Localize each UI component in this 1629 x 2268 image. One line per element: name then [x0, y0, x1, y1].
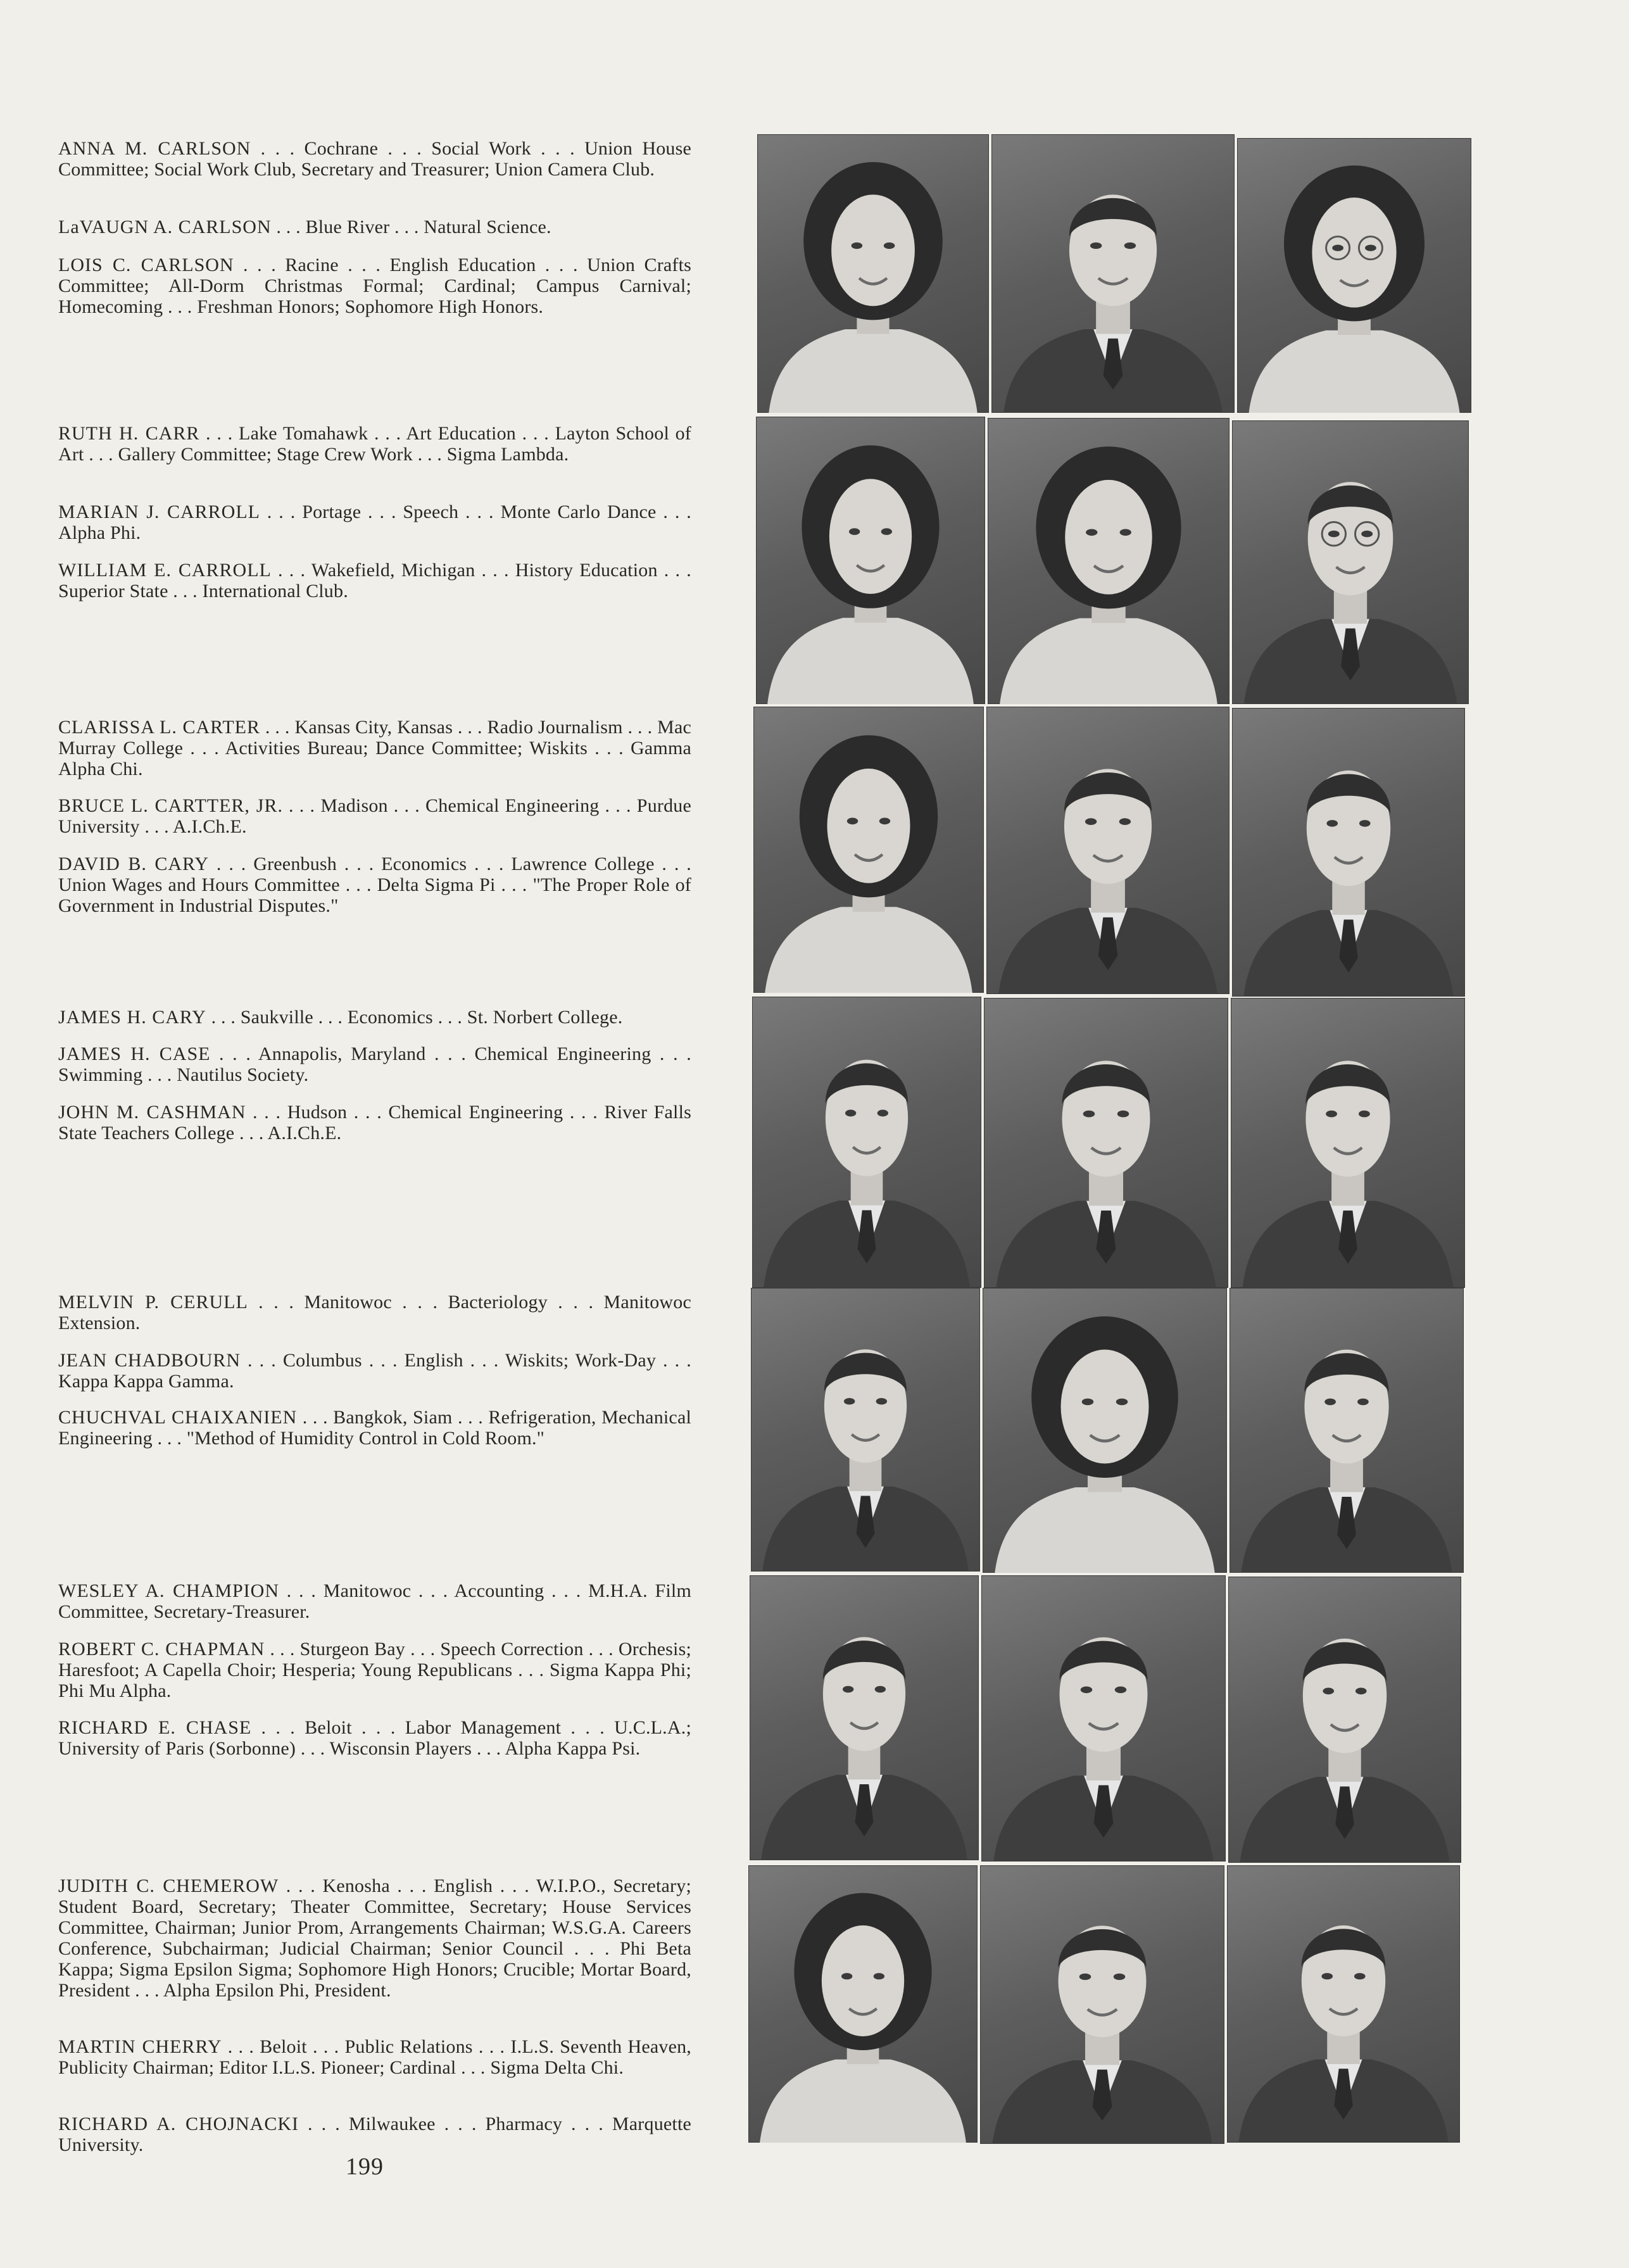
entry-details: . . . Manitowoc . . . Accounting . . . M.H.A. Film Committee, Secretary-Treasurer. [58, 1580, 691, 1622]
portrait-eye [847, 818, 858, 825]
portrait-eye [1328, 531, 1340, 537]
entry [58, 2036, 691, 2078]
entry-name: MELVIN P. CERULL [58, 1292, 248, 1313]
portrait-photo [1230, 1288, 1464, 1573]
entry [58, 1292, 691, 1333]
entry [58, 2114, 691, 2155]
portrait-shoulders [767, 618, 974, 704]
entry-details: . . . Bangkok, Siam . . . Refrigeration, Mechanical Engineering . . . "Method of Humidity Control in Cold Room." [58, 1407, 691, 1449]
portrait-illustration [1230, 1288, 1464, 1573]
entry [58, 854, 691, 916]
portrait-illustration [1232, 708, 1465, 997]
portrait-shoulders [995, 1487, 1214, 1573]
portrait-eye [1332, 245, 1343, 251]
entry [58, 1102, 691, 1143]
portrait-illustration [983, 1288, 1227, 1573]
entry-name: JUDITH C. CHEMEROW [58, 1875, 279, 1896]
portrait-illustration [1232, 420, 1469, 704]
entry [58, 423, 691, 465]
entry [58, 1875, 691, 2001]
entry [58, 217, 691, 237]
portrait-eye [843, 1686, 853, 1693]
entry [58, 501, 691, 543]
portrait-illustration [748, 1865, 978, 2143]
portrait-face [1312, 198, 1396, 308]
portrait-eye [845, 1110, 856, 1117]
portrait-photo [750, 1575, 979, 1860]
portrait-photo [991, 134, 1235, 413]
portrait-eye [1115, 1687, 1127, 1694]
portrait-eye [1086, 529, 1097, 536]
entry-name: JAMES H. CASE [58, 1043, 211, 1064]
portrait-eye [1326, 1111, 1337, 1118]
portrait-illustration [980, 1865, 1224, 2144]
entry-name: JEAN CHADBOURN [58, 1350, 241, 1371]
entry-name: RUTH H. CARR [58, 423, 200, 444]
portrait-illustration [1228, 1577, 1461, 1863]
entry-details: . . . Blue River . . . Natural Science. [271, 217, 551, 237]
entry [58, 1717, 691, 1759]
portrait-eye [1324, 1399, 1336, 1406]
portrait-shoulders [1000, 618, 1217, 704]
entry-name: ANNA M. CARLSON [58, 138, 251, 159]
portrait-illustration [750, 1575, 979, 1860]
portrait-photo [752, 997, 981, 1288]
portrait-photo [1227, 1865, 1460, 2143]
portrait-eye [1323, 1688, 1334, 1695]
entry-details: . . . Manitowoc . . . Bacteriology . . . Manitowoc Extension. [58, 1292, 691, 1333]
portrait-eye [876, 1398, 887, 1404]
entry-name: JAMES H. CARY [58, 1007, 206, 1028]
entry-details: . . . Wakefield, Michigan . . . History Education . . . Superior State . . . International Club. [58, 560, 692, 602]
entry-name: LOIS C. CARLSON [58, 255, 234, 275]
entry-details: . . . Beloit . . . Public Relations . . . I.L.S. Seventh Heaven, Publicity Chairman; Editor I.L.S. Pioneer; Cardinal . . . Sigma Delta Chi. [58, 2036, 691, 2078]
portrait-photo [986, 707, 1230, 994]
portrait-face [829, 479, 912, 594]
entry-name: MARTIN CHERRY [58, 2036, 222, 2057]
portrait-eye [844, 1398, 855, 1404]
portrait-eye [1357, 1399, 1369, 1406]
portrait-eye [1361, 531, 1373, 537]
entry-details: . . . Cochrane . . . Social Work . . . Union House Committee; Social Work Club, Secretary and Treasurer; Union Camera Club. [58, 138, 691, 180]
portrait-illustration [757, 134, 989, 413]
portrait-eye [1326, 820, 1338, 827]
portrait-face [1061, 1350, 1149, 1464]
portrait-photo [1228, 1577, 1461, 1863]
portrait-photo [981, 1575, 1226, 1862]
portrait-eye [879, 818, 890, 825]
portrait-photo [757, 134, 989, 413]
entry [58, 560, 691, 602]
portrait-eye [1085, 818, 1097, 825]
entry-name: CLARISSA L. CARTER [58, 717, 261, 738]
portrait-eye [877, 1110, 888, 1117]
portrait-illustration [753, 707, 984, 993]
entry-details: . . . Columbus . . . English . . . Wiskits; Work-Day . . . Kappa Kappa Gamma. [58, 1350, 691, 1392]
portrait-illustration [984, 998, 1228, 1288]
portrait-eye [1355, 1688, 1367, 1695]
entry-details: . . . Portage . . . Speech . . . Monte Carlo Dance . . . Alpha Phi. [58, 501, 691, 543]
portrait-illustration [988, 418, 1230, 704]
entry-details: . . . Annapolis, Maryland . . . Chemical Engineering . . . Swimming . . . Nautilus Society. [58, 1043, 691, 1085]
portrait-eye [1079, 1974, 1091, 1980]
portrait-illustration [981, 1575, 1226, 1862]
entry [58, 255, 691, 317]
portrait-photo [988, 418, 1230, 704]
entry-name: JOHN M. CASHMAN [58, 1102, 246, 1123]
entry [58, 1639, 691, 1701]
portrait-photo [753, 707, 984, 993]
portrait-eye [1090, 243, 1102, 249]
portrait-eye [1114, 1974, 1126, 1980]
portrait-eye [1124, 243, 1136, 249]
portrait-eye [1321, 1973, 1333, 1979]
portrait-eye [1081, 1687, 1093, 1694]
entry-details: . . . Milwaukee . . . Pharmacy . . . Marquette University. [58, 2114, 691, 2155]
portrait-illustration [986, 707, 1230, 994]
portrait-photo [984, 998, 1228, 1288]
page-number: 199 [346, 2153, 384, 2180]
entry-details: . . . Racine . . . English Education . . . Union Crafts Committee; All-Dorm Christmas Formal; Cardinal; Campus Carnival; Homecoming . . . Freshman Honors; Sophomore High Honors. [58, 255, 692, 317]
portrait-eye [1359, 1111, 1370, 1118]
entry [58, 795, 691, 837]
portrait-face [827, 769, 910, 883]
portrait-eye [1119, 818, 1131, 825]
entry-details: . . . Kansas City, Kansas . . . Radio Journalism . . . Mac Murray College . . . Activities Bureau; Dance Committee; Wiskits . . . Gamma Alpha Chi. [58, 717, 692, 779]
portrait-photo [980, 1865, 1224, 2144]
entry-name: WILLIAM E. CARROLL [58, 560, 272, 581]
entry-details: . . . Kenosha . . . English . . . W.I.P.O., Secretary; Student Board, Secretary; Theater Committee, Secretary; House Services Committee, Chairman; Junior Prom, Arrangements Chairman; W.S.G.A. Careers Conference, Subchairman; Judicial Chairman; Senior Council . . . Phi Beta Kappa; Sigma Epsilon Sigma; Sophomore High Honors; Crucible; Mortar Board, President . . . Alpha Epsilon Phi, President. [58, 1875, 691, 2001]
portrait-eye [881, 528, 892, 535]
portrait-eye [1359, 820, 1371, 827]
portrait-photo [983, 1288, 1227, 1573]
entry-details: . . . Beloit . . . Labor Management . . . U.C.L.A.; University of Paris (Sorbonne) . . . Wisconsin Players . . . Alpha Kappa Psi. [58, 1717, 691, 1759]
entry-details: . . . Saukville . . . Economics . . . St. Norbert College. [206, 1007, 623, 1028]
portrait-eye [1082, 1399, 1094, 1406]
portrait-photo [1237, 138, 1471, 413]
entry [58, 1407, 691, 1449]
entry-name: RICHARD A. CHOJNACKI [58, 2114, 299, 2134]
entry [58, 138, 691, 180]
portrait-shoulders [765, 907, 972, 993]
portrait-eye [841, 1973, 852, 1979]
portrait-eye [1120, 529, 1131, 536]
portrait-photo [756, 417, 985, 704]
entry-name: MARIAN J. CARROLL [58, 501, 260, 522]
portrait-photo [748, 1865, 978, 2143]
portrait-photo [1232, 420, 1469, 704]
portrait-eye [1117, 1111, 1129, 1118]
portrait-eye [1083, 1111, 1095, 1118]
portrait-illustration [1237, 138, 1471, 413]
portrait-illustration [1227, 1865, 1460, 2143]
portrait-illustration [1231, 998, 1465, 1288]
entry-name: CHUCHVAL CHAIXANIEN [58, 1407, 298, 1428]
portrait-eye [1116, 1399, 1128, 1406]
entry-name: RICHARD E. CHASE [58, 1717, 252, 1738]
portrait-face [822, 1925, 904, 2036]
portrait-face [1065, 480, 1152, 595]
portrait-illustration [752, 997, 981, 1288]
entry-details: . . . Sturgeon Bay . . . Speech Correction . . . Orchesis; Haresfoot; A Capella Choir; Hesperia; Young Republicans . . . Sigma Kappa Phi; Phi Mu Alpha. [58, 1639, 692, 1701]
portrait-shoulders [769, 329, 977, 413]
entry [58, 1043, 691, 1085]
portrait-illustration [756, 417, 985, 704]
portrait-shoulders [760, 2060, 966, 2143]
portrait-face [831, 194, 915, 306]
portrait-eye [1365, 245, 1376, 251]
portrait-eye [884, 243, 895, 249]
portrait-eye [849, 528, 860, 535]
entry-name: BRUCE L. CARTTER, JR. [58, 795, 283, 816]
portrait-illustration [751, 1288, 980, 1572]
portrait-photo [751, 1288, 980, 1572]
portrait-photo [1232, 708, 1465, 997]
portrait-eye [874, 1973, 884, 1979]
portrait-eye [1354, 1973, 1366, 1979]
entry [58, 1350, 691, 1392]
entry-details: . . . Lake Tomahawk . . . Art Education . . . Layton School of Art . . . Gallery Committee; Stage Crew Work . . . Sigma Lambda. [58, 423, 692, 465]
entry-details: . . . Madison . . . Chemical Engineering . . . Purdue University . . . A.I.Ch.E. [58, 795, 691, 837]
entry [58, 717, 691, 779]
entry [58, 1007, 691, 1028]
entry-details: . . . Greenbush . . . Economics . . . Lawrence College . . . Union Wages and Hours Committee . . . Delta Sigma Pi . . . "The Proper Role of Government in Industrial Disputes." [58, 854, 691, 916]
entry-name: WESLEY A. CHAMPION [58, 1580, 280, 1601]
portrait-shoulders [1249, 331, 1460, 413]
entry-name: DAVID B. CARY [58, 854, 210, 874]
entry-name: ROBERT C. CHAPMAN [58, 1639, 265, 1660]
portrait-photo [1231, 998, 1465, 1288]
portrait-eye [852, 243, 863, 249]
entry [58, 1580, 691, 1622]
portrait-illustration [991, 134, 1235, 413]
portrait-eye [875, 1686, 886, 1693]
entry-details: . . . Hudson . . . Chemical Engineering . . . River Falls State Teachers College . . . A.I.Ch.E. [58, 1102, 691, 1143]
entry-name: LaVAUGN A. CARLSON [58, 217, 272, 237]
